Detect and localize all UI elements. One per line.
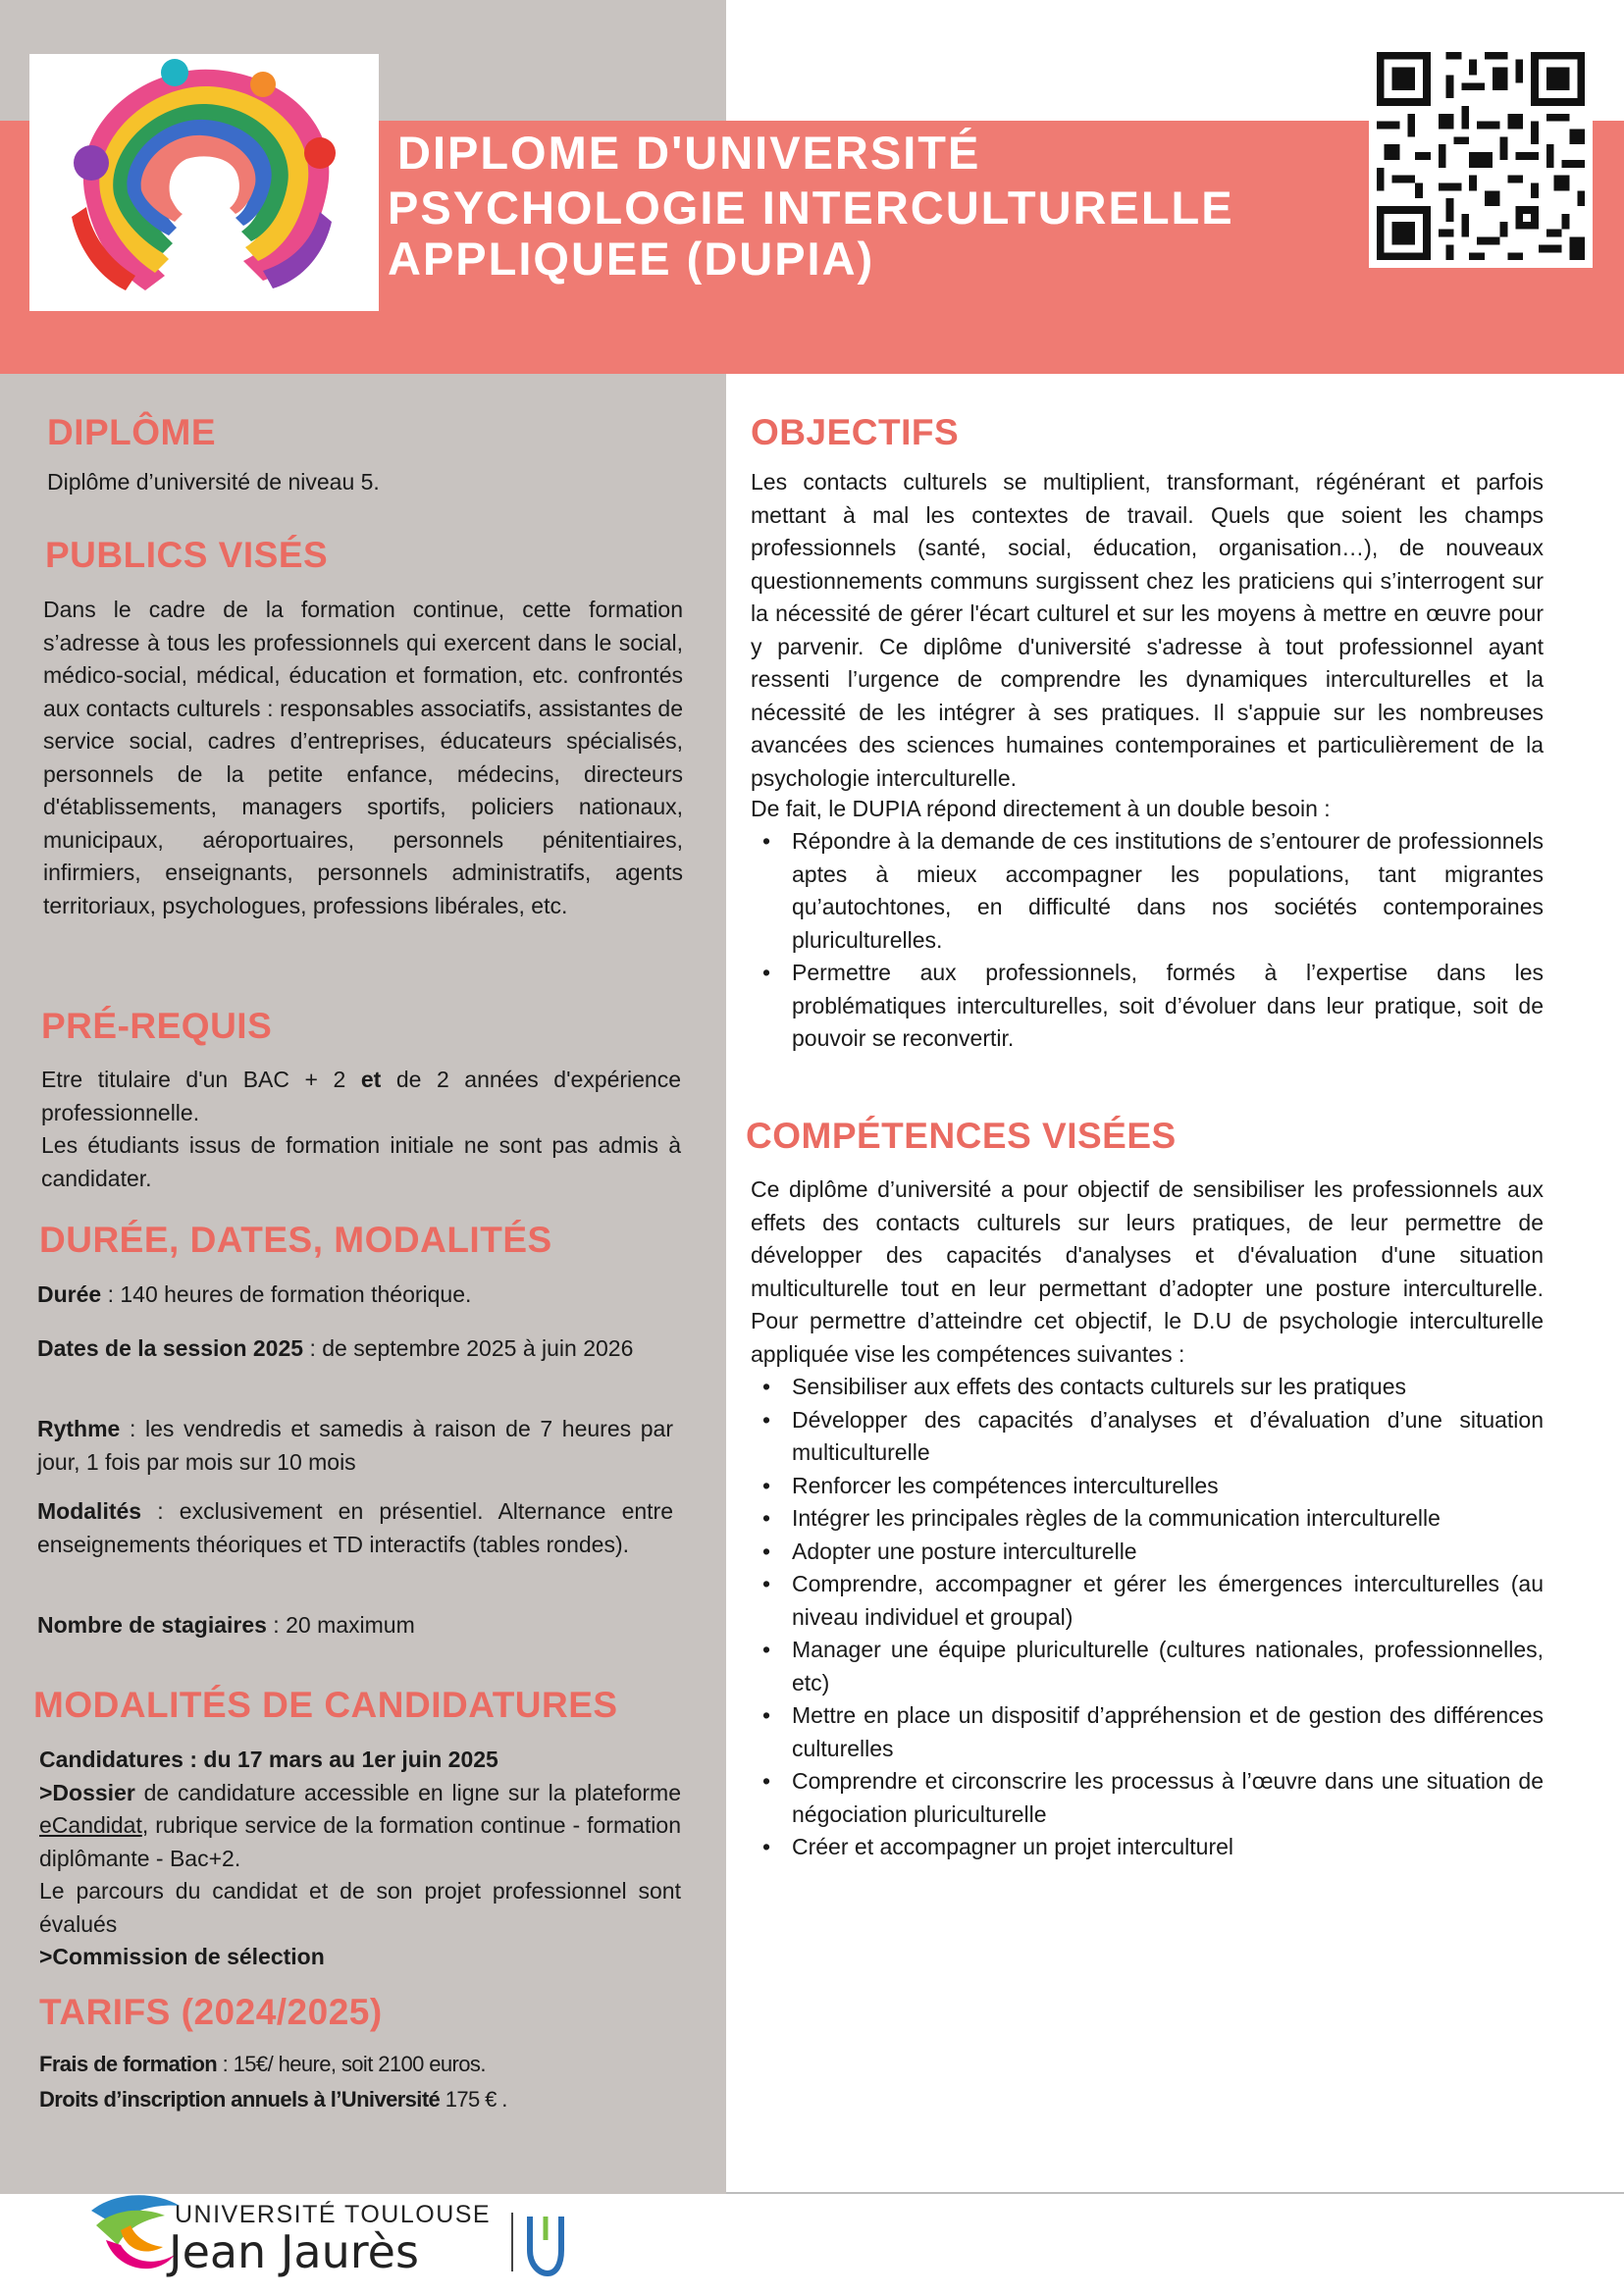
list-item: • Répondre à la demande de ces institutions de s’entourer de professionnels aptes à mieux accompagner les populations, tant migrantes qu’autochtones, en difficulté dans nos sociétés contemporaines pluriculturelles. bbox=[751, 825, 1544, 957]
duree-line bbox=[37, 1278, 673, 1312]
duree-value: : 140 heures de formation théorique. bbox=[101, 1281, 472, 1307]
publics-text: Dans le cadre de la formation continue, cette formation s’adresse à tous les professionnels qui exercent dans le social, médico-social, médical, éducation et formation, etc. confrontés aux contacts culturels : responsables associatifs, assistantes de service social, cadres d’entreprises, éducateurs spécialisés, personnels de la petite enfance, médecins, directeurs d'établissements, managers sportifs, policiers nationaux, municipaux, aéroportuaires, personnels pénitentiaires, infirmiers, enseignants, personnels administratifs, agents territoriaux, psychologues, professions libérales, etc. bbox=[43, 597, 683, 918]
title-line-1: DIPLOME D'UNIVERSITÉ bbox=[397, 127, 981, 179]
droits-label: Droits d’inscription annuels à l’Université bbox=[39, 2087, 441, 2112]
title-line-3: APPLIQUEE (DUPIA) bbox=[388, 233, 875, 285]
logo-separator bbox=[511, 2213, 513, 2271]
page-title bbox=[388, 126, 1369, 287]
tarifs-text bbox=[39, 2047, 681, 2117]
candidatures-heading: MODALITÉS DE CANDIDATURES bbox=[33, 1685, 618, 1725]
list-item: • Mettre en place un dispositif d’appréhension et de gestion des différences culturelles bbox=[751, 1699, 1544, 1765]
qr-code[interactable] bbox=[1369, 44, 1593, 268]
dates-label: Dates de la session 2025 bbox=[37, 1335, 304, 1361]
ecandidat-link[interactable]: eCandidat bbox=[39, 1812, 142, 1838]
prerequis-text-2: Les étudiants issus de formation initiale ne sont pas admis à candidater. bbox=[41, 1132, 681, 1191]
list-item: • Comprendre et circonscrire les processus à l’œuvre dans une situation de négociation pluriculturelle bbox=[751, 1765, 1544, 1831]
objectifs-text: Les contacts culturels se multiplient, transformant, régénérant et parfois mettant à mal les contextes de travail. Quels que soient les champs professionnels (santé, social, éducation, organisation…), de nouveaux questionnements communs surgissent chez les praticiens qui s’interrogent sur la nécessité de gérer l'écart culturel et sur les moyens à mettre en œuvre pour y parvenir. Ce diplôme d'université s'adresse à tout professionnel ayant ressenti l’urgence de comprendre les dynamiques interculturelles et la nécessité de les intégrer à ses pratiques. Il s'appuie sur les nombreuses avancées des sciences humaines contemporaines et particulièrement de la psychologie interculturelle. bbox=[751, 469, 1544, 791]
nombre-value: : 20 maximum bbox=[266, 1612, 415, 1638]
diplome-heading: DIPLÔME bbox=[47, 412, 217, 452]
commission-text: >Commission de sélection bbox=[39, 1944, 325, 1969]
diplome-text: Diplôme d’université de niveau 5. bbox=[47, 469, 380, 495]
candidatures-text bbox=[39, 1744, 681, 1974]
frais-label: Frais de formation bbox=[39, 2052, 218, 2076]
candidatures-dates: Candidatures : du 17 mars au 1er juin 2025 bbox=[39, 1747, 498, 1772]
modalites-label: Modalités bbox=[37, 1498, 142, 1524]
objectifs-list bbox=[751, 825, 1544, 1056]
competences-list bbox=[751, 1371, 1544, 1864]
modalites-value: : exclusivement en présentiel. Alternance entre enseignements théoriques et TD interactifs (tables rondes). bbox=[37, 1498, 673, 1557]
university-name-line1: UNIVERSITÉ TOULOUSE bbox=[175, 2201, 492, 2228]
prerequis-heading: PRÉ-REQUIS bbox=[41, 1006, 273, 1046]
duree-label: Durée bbox=[37, 1281, 102, 1307]
prerequis-text-b: et bbox=[360, 1067, 382, 1092]
nombre-label: Nombre de stagiaires bbox=[37, 1612, 267, 1638]
prerequis-text bbox=[41, 1064, 681, 1195]
rythme-label: Rythme bbox=[37, 1416, 121, 1441]
list-item: • Développer des capacités d’analyses et d’évaluation d’une situation multiculturelle bbox=[751, 1404, 1544, 1470]
list-item: • Renforcer les compétences interculturelles bbox=[751, 1470, 1544, 1503]
nombre-line bbox=[37, 1609, 673, 1643]
list-item: • Permettre aux professionnels, formés à l’expertise dans les problématiques interculturelles, soit d’évoluer dans leur pratique, soit de pouvoir se reconvertir. bbox=[751, 957, 1544, 1056]
duree-heading: DURÉE, DATES, MODALITÉS bbox=[39, 1220, 552, 1260]
tarifs-heading: TARIFS (2024/2025) bbox=[39, 1992, 383, 2032]
objectifs-intro: De fait, le DUPIA répond directement à un double besoin : bbox=[751, 796, 1331, 821]
competences-heading: COMPÉTENCES VISÉES bbox=[746, 1116, 1177, 1156]
droits-value: 175 € . bbox=[440, 2087, 507, 2112]
university-name-line2: Jean Jaurès bbox=[169, 2225, 419, 2278]
list-item: • Sensibiliser aux effets des contacts culturels sur les pratiques bbox=[751, 1371, 1544, 1404]
competences-text: Ce diplôme d’université a pour objectif de sensibiliser les professionnels aux effets des contacts culturels sur leurs pratiques, de leur permettre de développer des capacités d'analyses et d'évaluation d'une situation multiculturelle tout en leur permettant d’adopter une posture interculturelle. Pour permettre d’atteindre cet objectif, le D.U de psychologie interculturelle appliquée vise les compétences suivantes : bbox=[751, 1176, 1544, 1367]
objectifs-heading: OBJECTIFS bbox=[751, 412, 960, 452]
rythme-value: : les vendredis et samedis à raison de 7 heures par jour, 1 fois par mois sur 10 mois bbox=[37, 1416, 673, 1475]
publics-heading: PUBLICS VISÉS bbox=[45, 535, 329, 575]
list-item: • Intégrer les principales règles de la communication interculturelle bbox=[751, 1502, 1544, 1536]
prerequis-text-a: Etre titulaire d'un BAC + 2 bbox=[41, 1067, 361, 1092]
parcours-text: Le parcours du candidat et de son projet professionnel sont évalués bbox=[39, 1878, 681, 1937]
dossier-text-a: de candidature accessible en ligne sur la plateforme bbox=[134, 1779, 681, 1805]
list-item: • Comprendre, accompagner et gérer les émergences interculturelles (au niveau individuel et groupal) bbox=[751, 1568, 1544, 1634]
qr-code-icon bbox=[1369, 44, 1593, 268]
rythme-line bbox=[37, 1413, 673, 1479]
title-line-2: PSYCHOLOGIE INTERCULTURELLE bbox=[388, 182, 1234, 234]
dossier-label: >Dossier bbox=[39, 1779, 135, 1805]
list-item: • Créer et accompagner un projet interculturel bbox=[751, 1831, 1544, 1864]
intercultural-heads-illustration bbox=[29, 54, 379, 311]
dates-line bbox=[37, 1332, 673, 1366]
list-item: • Manager une équipe pluriculturelle (cultures nationales, professionnelles, etc) bbox=[751, 1634, 1544, 1699]
ut-monogram-icon bbox=[526, 2211, 565, 2279]
modalites-line bbox=[37, 1495, 673, 1561]
program-logo bbox=[29, 54, 379, 311]
dossier-text-b: , rubrique service de la formation continue - formation diplômante - Bac+2. bbox=[39, 1812, 681, 1871]
dates-value: : de septembre 2025 à juin 2026 bbox=[303, 1335, 634, 1361]
frais-value: : 15€/ heure, soit 2100 euros. bbox=[217, 2052, 486, 2076]
footer-divider bbox=[726, 2192, 1624, 2194]
list-item: • Adopter une posture interculturelle bbox=[751, 1536, 1544, 1569]
prerequis-text-c: de 2 années d'expérience professionnelle. bbox=[41, 1067, 682, 1125]
